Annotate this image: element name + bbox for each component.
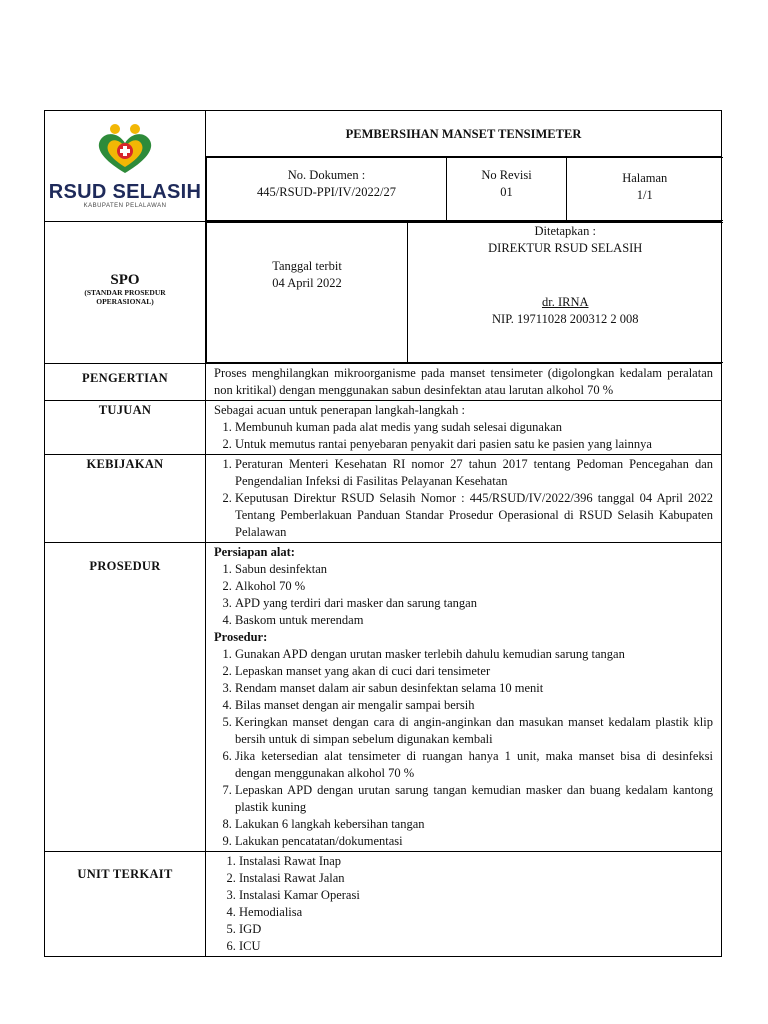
- pengertian-row: [45, 364, 722, 401]
- hospital-region: KABUPATEN PELALAWAN: [83, 202, 167, 209]
- steps-heading: Prosedur:: [214, 630, 268, 644]
- kebijakan-row: [45, 455, 722, 543]
- steps-list: [214, 646, 713, 850]
- list-item: 4. Bilas manset dengan air mengalir sampai bersih: [235, 697, 713, 714]
- pengertian-text: Proses menghilangkan mikroorganisme pada manset tensimeter (digolongkan kedalam peralatan non kritikal) dengan menggunakan sabun desinfektan atau larutan alkohol 70 %: [206, 364, 722, 401]
- logo-cell: [45, 111, 206, 222]
- tujuan-row: [45, 401, 722, 455]
- prep-heading: Persiapan alat:: [214, 545, 295, 559]
- spo-info-table: [206, 222, 723, 363]
- header-meta-table: [206, 157, 723, 221]
- tujuan-cell: [206, 401, 722, 455]
- kebijakan-list: [214, 456, 713, 541]
- unit-terkait-row: [45, 852, 722, 957]
- document-title: PEMBERSIHAN MANSET TENSIMETER: [206, 111, 722, 157]
- issue-date-label: Tanggal terbit: [272, 259, 342, 273]
- spo-subtitle-2: OPERASIONAL): [96, 296, 154, 306]
- director-title: DIREKTUR RSUD SELASIH: [488, 241, 643, 255]
- list-item: 5. IGD: [239, 921, 713, 938]
- list-item: 6. ICU: [239, 938, 713, 955]
- prosedur-label: PROSEDUR: [45, 543, 206, 852]
- spo-info-cell: [206, 222, 722, 364]
- list-item: 4. Baskom untuk merendam: [235, 612, 713, 629]
- page-value: 1/1: [636, 188, 653, 202]
- list-item: 9. Lakukan pencatatan/dokumentasi: [235, 833, 713, 850]
- list-item: 5. Keringkan manset dengan cara di angin-anginkan dan masukan manset kedalam plastik klip bersih untuk di simpan sebelum digunakan kembali: [235, 714, 713, 748]
- list-item: 1. Membunuh kuman pada alat medis yang sudah selesai digunakan: [235, 419, 713, 436]
- page-label: Halaman: [622, 171, 668, 185]
- list-item: 4. Hemodialisa: [239, 904, 713, 921]
- revision-label: No Revisi: [481, 168, 532, 182]
- header-meta-cell: [206, 157, 722, 222]
- list-item: 6. Jika ketersedian alat tensimeter di ruangan hanya 1 unit, maka manset bisa di desinfeksi dengan menggunakan alkohol 70 %: [235, 748, 713, 782]
- list-item: 1. Peraturan Menteri Kesehatan RI nomor 27 tahun 2017 tentang Pedoman Pencegahan dan Pengendalian Infeksi di Fasilitas Pelayanan Kesehatan: [235, 456, 713, 490]
- list-item: 1. Instalasi Rawat Inap: [239, 853, 713, 870]
- list-item: 8. Lakukan 6 langkah kebersihan tangan: [235, 816, 713, 833]
- prosedur-cell: [206, 543, 722, 852]
- revision-value: 01: [500, 185, 513, 199]
- spo-row: [45, 222, 722, 364]
- spo-label-cell: [45, 222, 206, 364]
- list-item: 2. Lepaskan manset yang akan di cuci dari tensimeter: [235, 663, 713, 680]
- list-item: 1. Sabun desinfektan: [235, 561, 713, 578]
- spo-subtitle-1: (STANDAR PROSEDUR: [84, 287, 166, 297]
- page-cell: [567, 158, 723, 221]
- list-item: 3. APD yang terdiri dari masker dan sarung tangan: [235, 595, 713, 612]
- pengertian-label: PENGERTIAN: [45, 364, 206, 401]
- hospital-logo: [49, 123, 202, 210]
- kebijakan-label: KEBIJAKAN: [45, 455, 206, 543]
- tujuan-intro: Sebagai acuan untuk penerapan langkah-langkah :: [214, 403, 465, 417]
- header-title-row: [45, 111, 722, 157]
- unit-list: [214, 853, 713, 955]
- tujuan-label: TUJUAN: [45, 401, 206, 455]
- doc-number-value: 445/RSUD-PPI/IV/2022/27: [257, 185, 396, 199]
- spo-title: SPO: [110, 271, 140, 288]
- spo-document-table: [44, 110, 722, 957]
- director-cell: [408, 223, 723, 363]
- heart-logo-icon: [93, 123, 157, 175]
- list-item: 1. Gunakan APD dengan urutan masker terlebih dahulu kemudian sarung tangan: [235, 646, 713, 663]
- doc-number-label: No. Dokumen :: [287, 168, 366, 182]
- list-item: 2. Instalasi Rawat Jalan: [239, 870, 713, 887]
- hospital-name: RSUD SELASIH: [48, 180, 202, 203]
- issue-date-cell: [207, 223, 408, 363]
- doc-number-cell: [207, 158, 447, 221]
- director-nip: NIP. 19711028 200312 2 008: [492, 312, 639, 326]
- list-item: 3. Rendam manset dalam air sabun desinfektan selama 10 menit: [235, 680, 713, 697]
- issue-date-value: 04 April 2022: [272, 276, 342, 290]
- set-label: Ditetapkan :: [534, 224, 596, 238]
- kebijakan-cell: [206, 455, 722, 543]
- list-item: 2. Alkohol 70 %: [235, 578, 713, 595]
- unit-terkait-label: UNIT TERKAIT: [45, 852, 206, 957]
- list-item: 2. Untuk memutus rantai penyebaran penyakit dari pasien satu ke pasien yang lainnya: [235, 436, 713, 453]
- unit-terkait-cell: [206, 852, 722, 957]
- list-item: 7. Lepaskan APD dengan urutan sarung tangan kemudian masker dan buang kedalam kantong plastik kuning: [235, 782, 713, 816]
- prep-list: [214, 561, 713, 629]
- prosedur-row: [45, 543, 722, 852]
- revision-cell: [447, 158, 567, 221]
- tujuan-list: [214, 419, 713, 453]
- director-name: dr. IRNA: [541, 295, 589, 309]
- list-item: 2. Keputusan Direktur RSUD Selasih Nomor : 445/RSUD/IV/2022/396 tanggal 04 April 2022 Tentang Pemberlakuan Panduan Standar Prosedur Operasional di RSUD Selasih Kabupaten Pelalawan: [235, 490, 713, 541]
- list-item: 3. Instalasi Kamar Operasi: [239, 887, 713, 904]
